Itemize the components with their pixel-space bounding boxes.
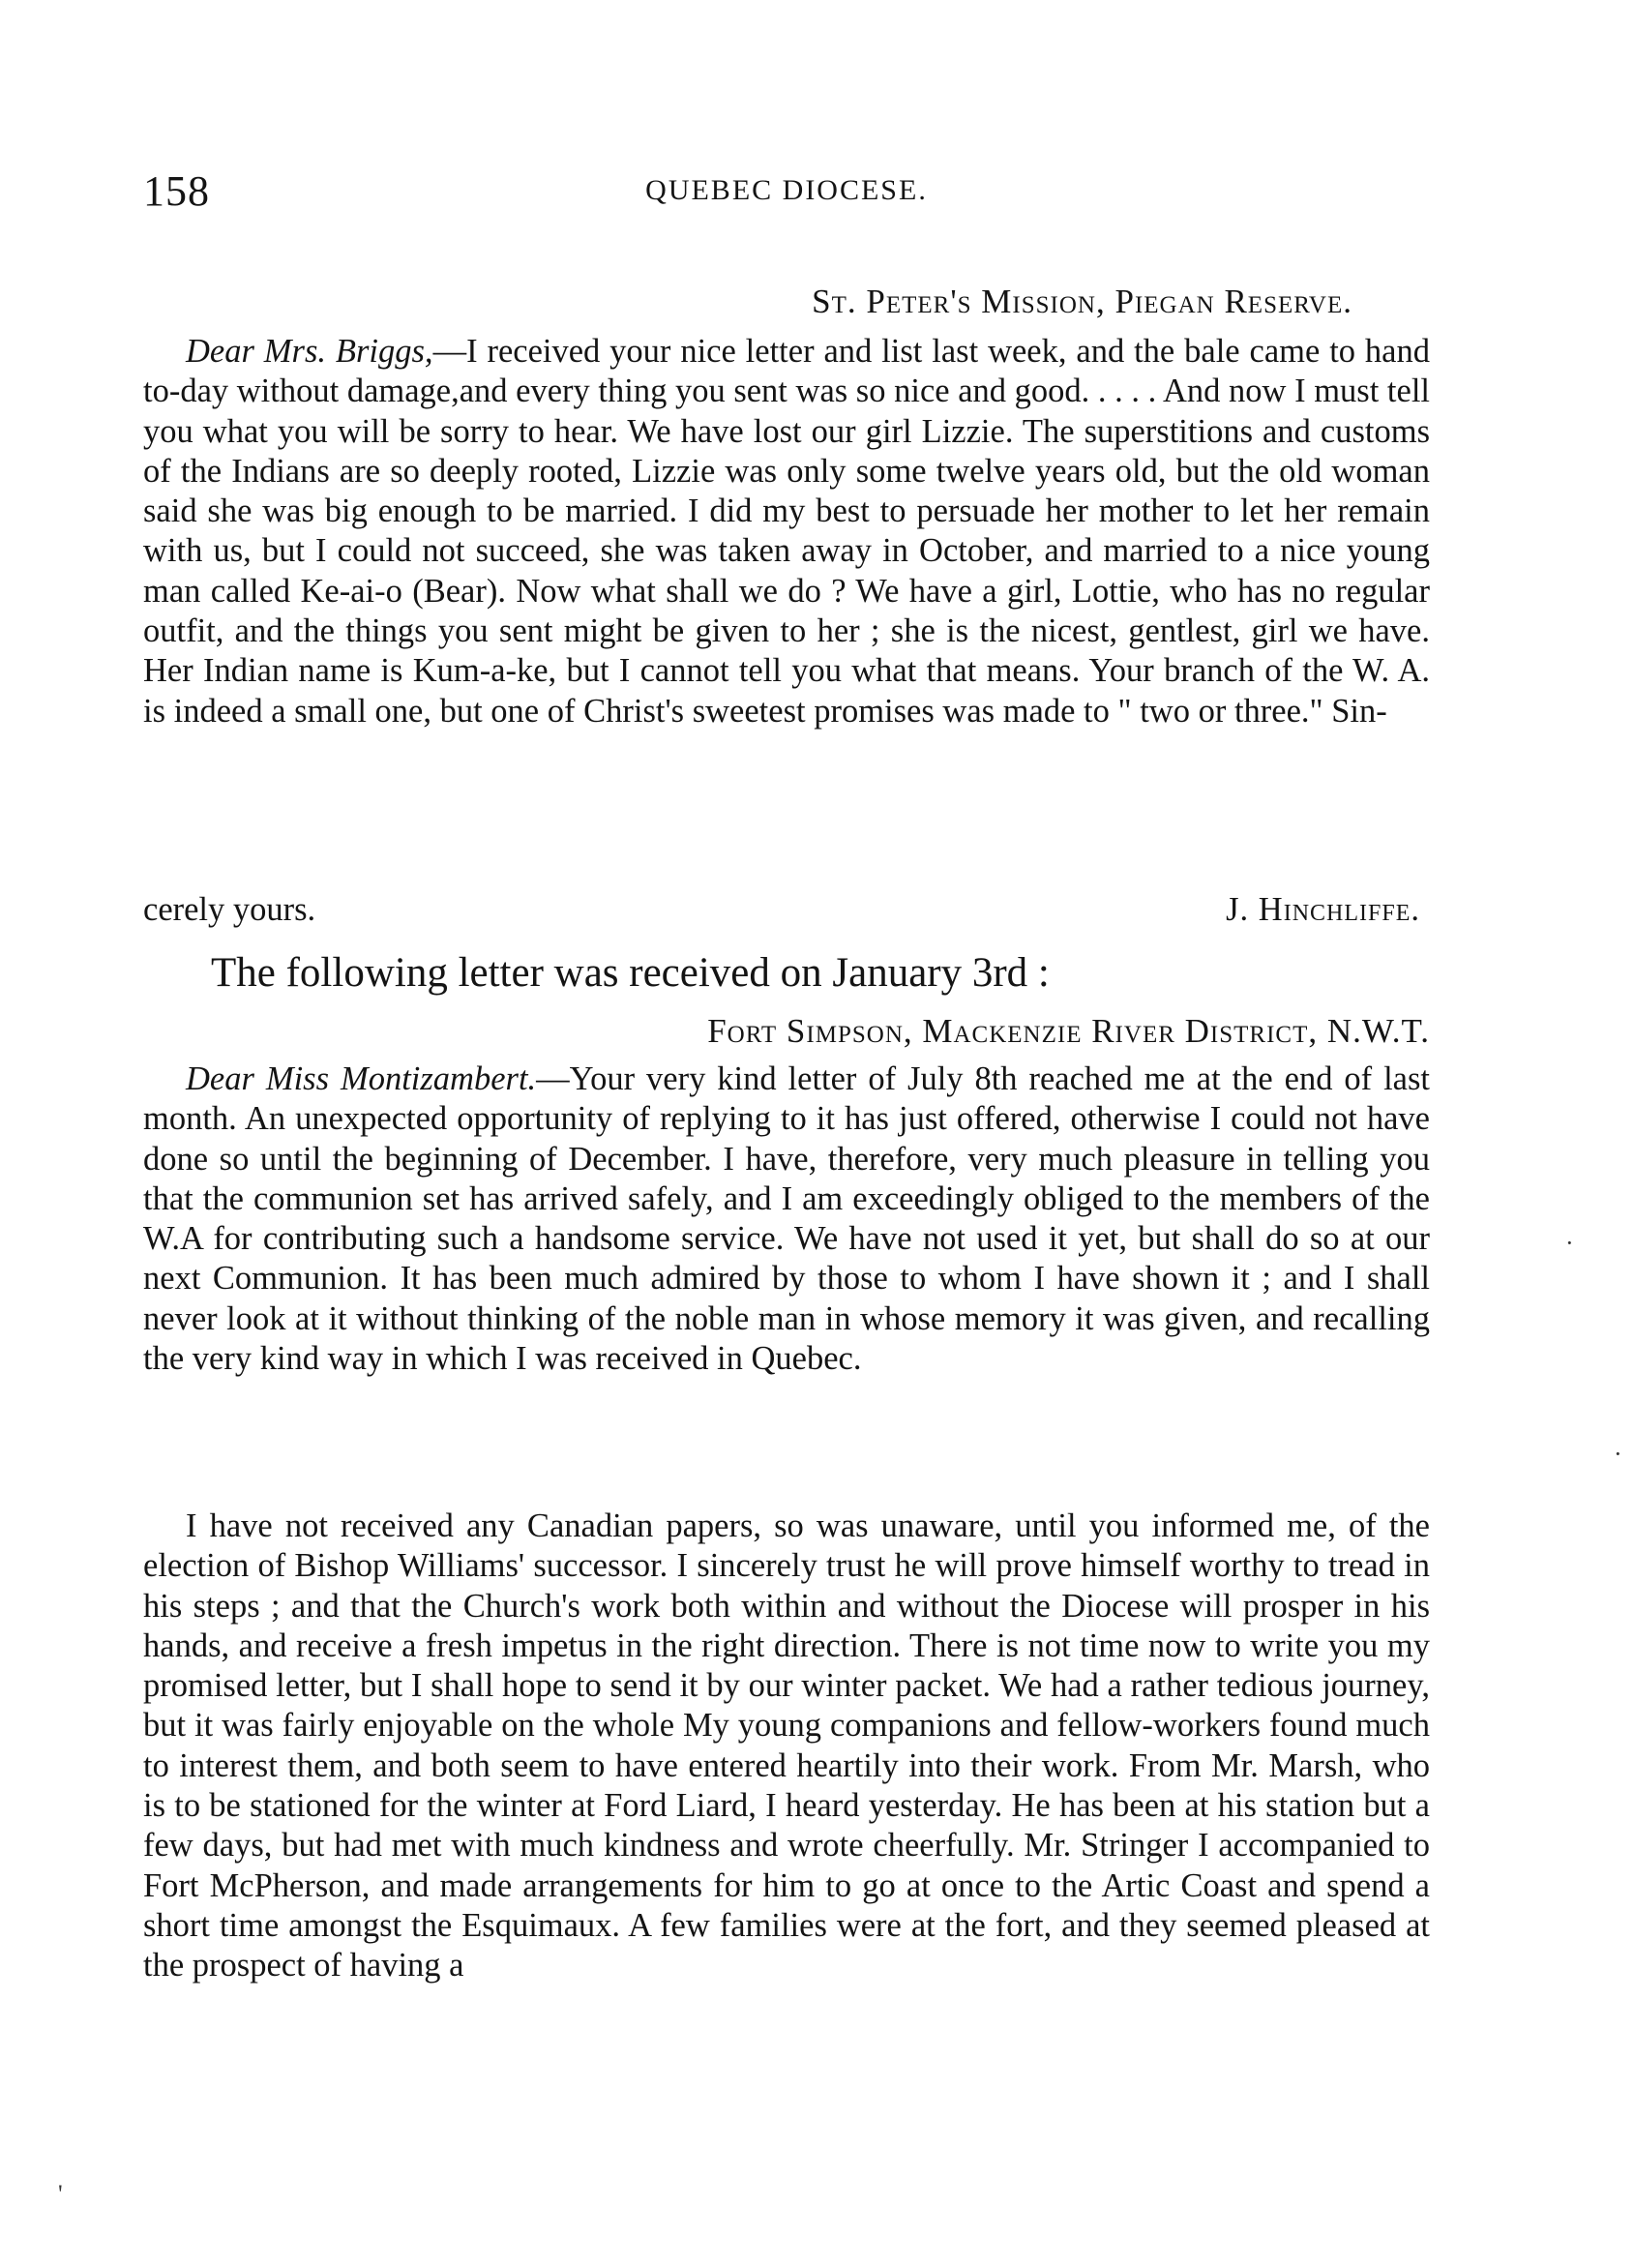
letter2-heading: Fort Simpson, Mackenzie River District, N.W.T.	[707, 1012, 1430, 1050]
letter2-body: —Your very kind letter of July 8th reached me at the end of last month. An unexpected opportunity of replying to it has just offered, otherwise I could not have done so until the beginning of December. I have, therefore, very much pleasure in telling you that the communion set has arrived safely, and I am exceedingly obliged to the members of the W.A for contributing such a handsome service. We have not used it yet, but shall do so at our next Communion. It has been much admired by those to whom I have shown it ; and I shall never look at it without thinking of the noble man in whose memory it was given, and recalling the very kind way in which I was received in Quebec.	[143, 1060, 1431, 1378]
margin-speck: ·	[1565, 1229, 1574, 1257]
letter1-closing: cerely yours.	[143, 891, 316, 928]
page-number: 158	[143, 167, 210, 215]
letter1-sign-off	[143, 890, 1430, 930]
letter2-paragraph-1	[143, 1059, 1430, 1379]
letter2-salutation: Dear Miss Montizambert.	[186, 1060, 537, 1097]
letter1-heading: St. Peter's Mission, Piegan Reserve.	[812, 283, 1352, 320]
margin-speck: ·	[1614, 1440, 1622, 1468]
letter2-intro: The following letter was received on January 3rd :	[211, 950, 1050, 996]
letter2-paragraph-2: I have not received any Canadian papers, so was unaware, until you informed me, of the election of Bishop Williams' successor. I sincerely trust he will prove himself worthy to tread in his steps ; and that the Church's work both within and without the Diocese will prosper in his hands, and receive a fresh impetus in the right direction. There is not time now to write you my promised letter, but I shall hope to send it by our winter packet. We had a rather tedious journey, but it was fairly enjoyable on the whole My young companions and fellow-workers found much to interest them, and both seem to have entered heartily into their work. From Mr. Marsh, who is to be stationed for the winter at Ford Liard, I heard yesterday. He has been at his station but a few days, but had met with much kindness and wrote cheerfully. Mr. Stringer I accompanied to Fort McPherson, and made arrangements for him to go at once to the Artic Coast and spend a short time amongst the Esquimaux. A few families were at the fort, and they seemed pleased at the prospect of having a	[143, 1507, 1430, 1984]
letter1-paragraph	[143, 332, 1430, 731]
letter1-salutation: Dear Mrs. Briggs,	[186, 333, 433, 370]
letter1-body: —I received your nice letter and list last week, and the bale came to hand to-day without damage,and every thing you sent was so nice and good. . . . . And now I must tell you what you will be sorry to hear. We have lost our girl Lizzie. The superstitions and customs of the Indians are so deeply rooted, Lizzie was only some twelve years old, but the old woman said she was big enough to be married. I did my best to persuade her mother to let her remain with us, but I could not succeed, she was taken away in October, and married to a nice young man called Ke-ai-o (Bear). Now what shall we do ? We have a girl, Lottie, who has no regular outfit, and the things you sent might be given to her ; she is the nicest, gentlest, girl we have. Her Indian name is Kum-a-ke, but I cannot tell you what that means. Your branch of the W. A. is indeed a small one, but one of Christ's sweetest promises was made to " two or three." Sin-	[143, 333, 1430, 730]
letter1-signature: J. Hinchliffe.	[1226, 891, 1420, 928]
margin-speck: '	[58, 2180, 63, 2208]
running-title: QUEBEC DIOCESE.	[645, 174, 928, 206]
running-header	[143, 166, 1430, 224]
